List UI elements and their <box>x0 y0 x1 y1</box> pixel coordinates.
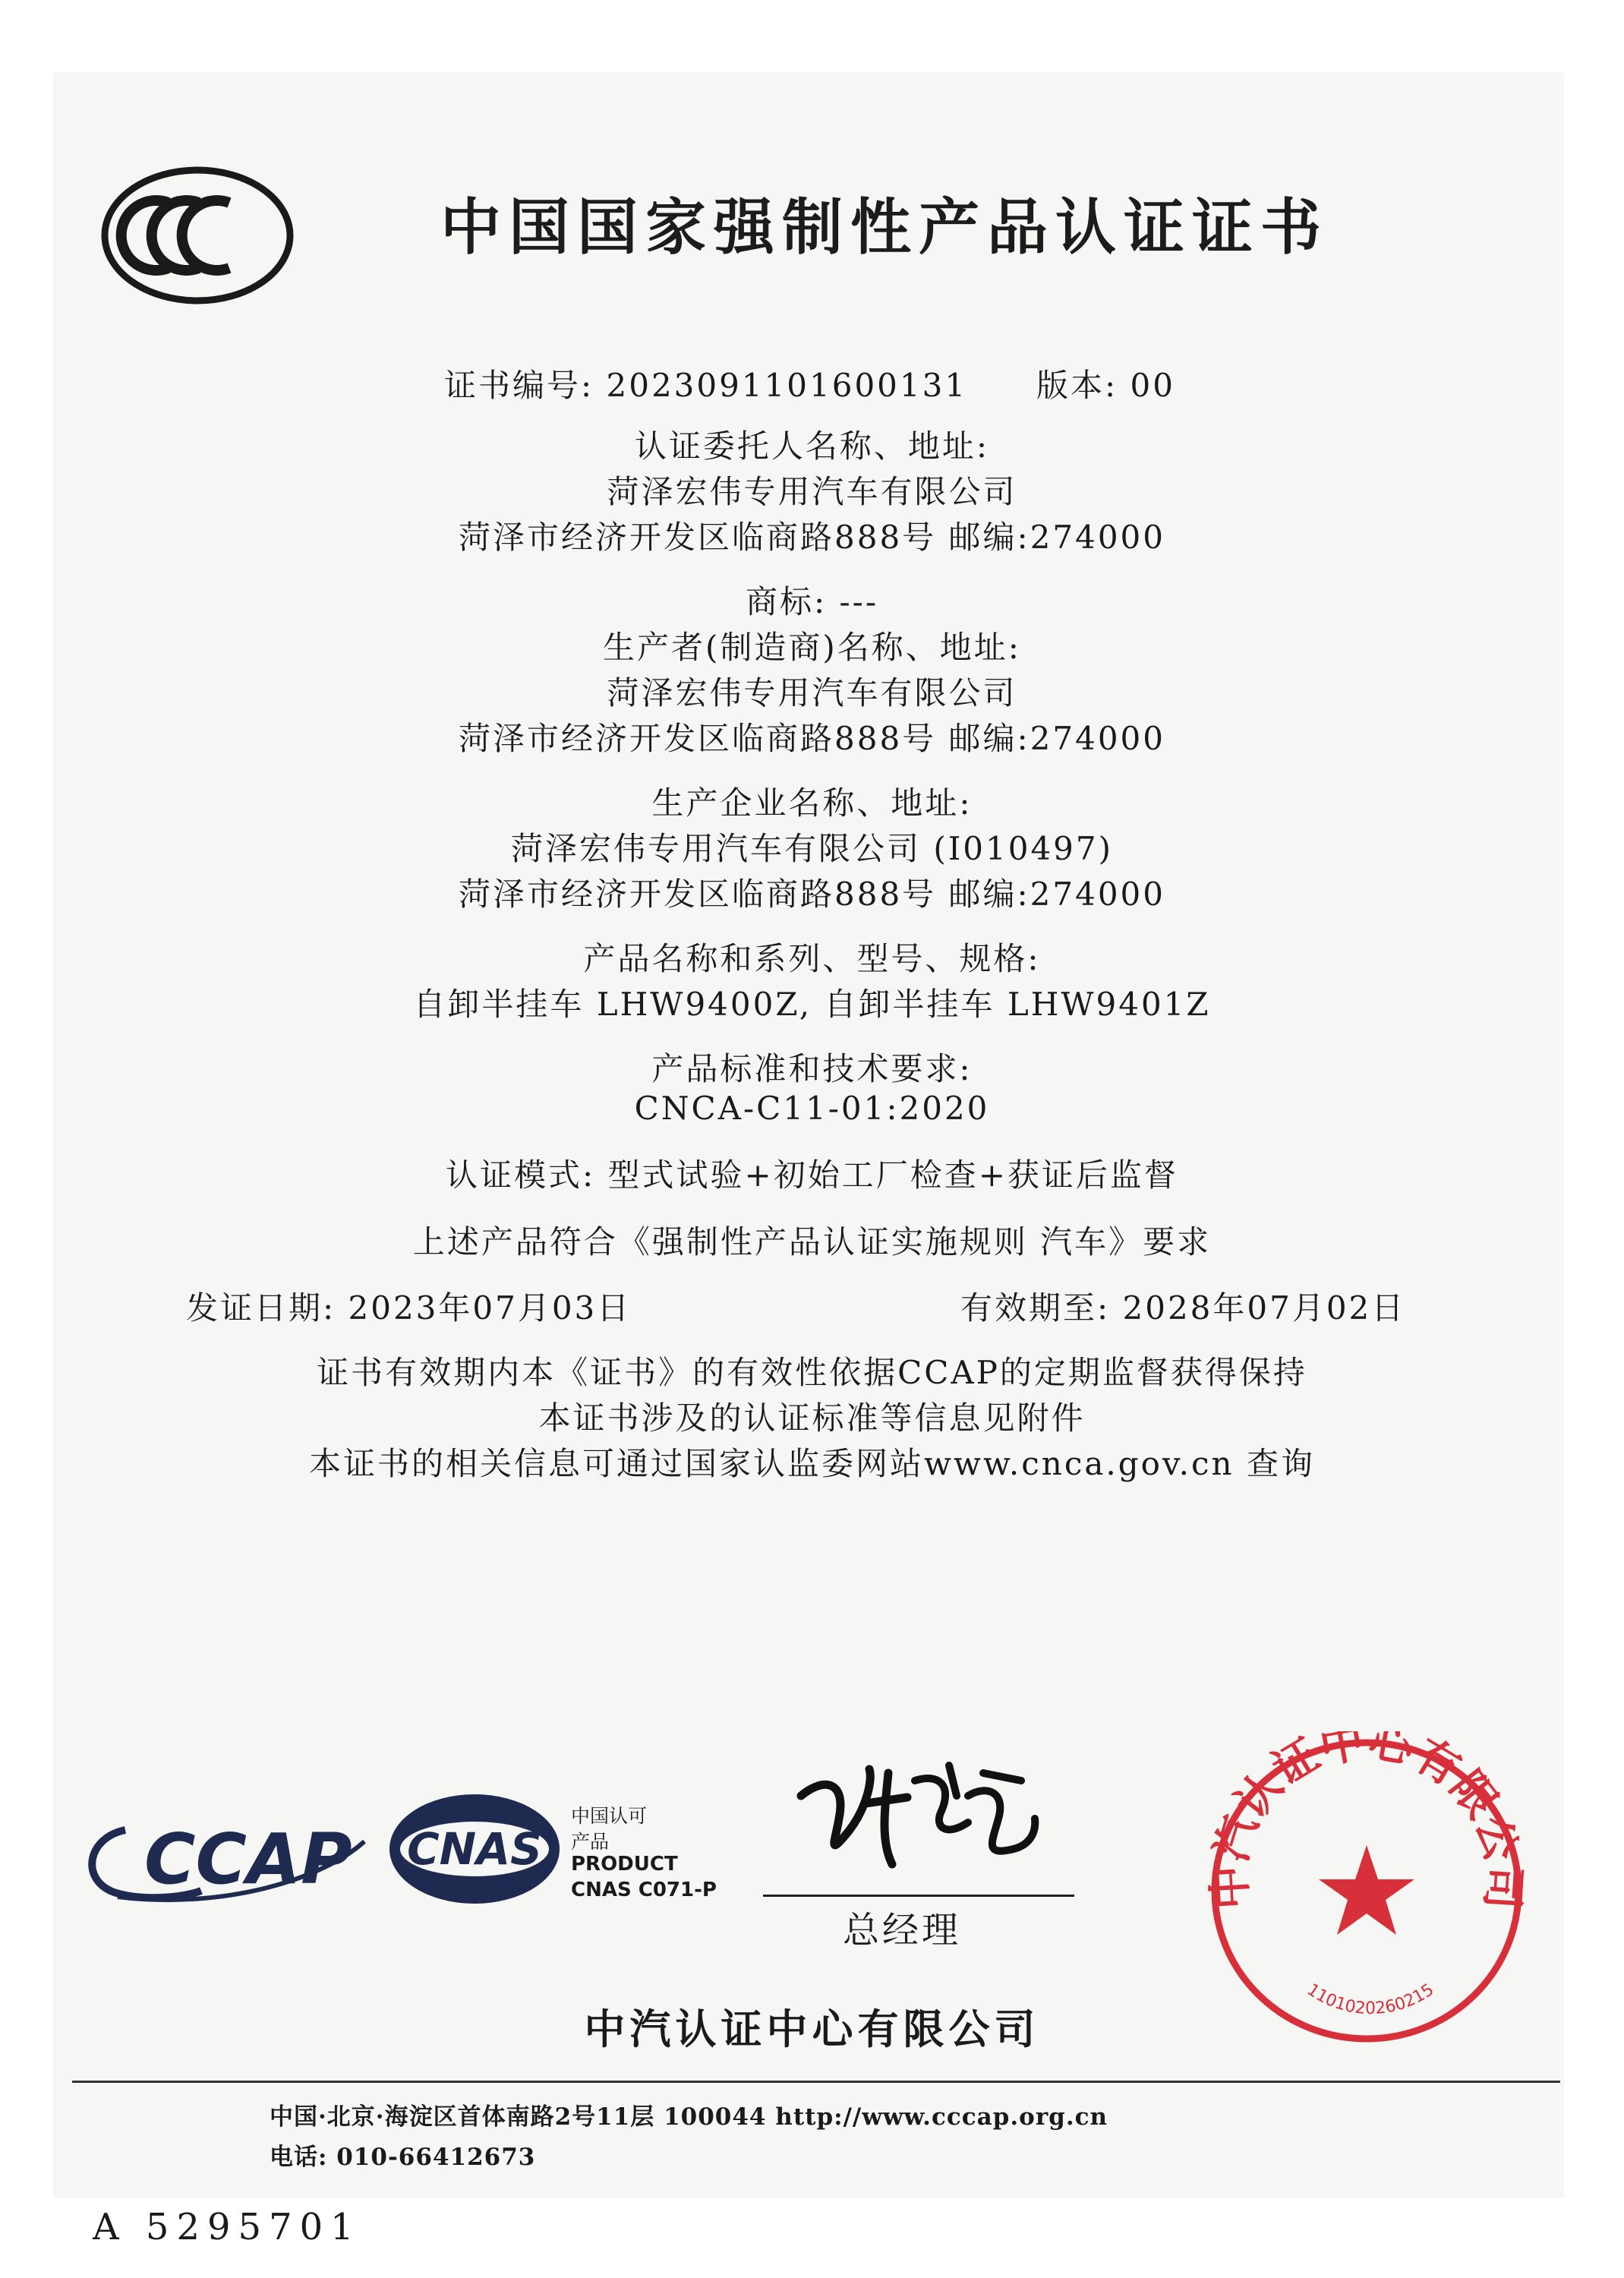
cnas-logo-icon <box>383 1788 566 1910</box>
issue-date: 发证日期: 2023年07月03日 <box>186 1289 632 1327</box>
footer-phone: 电话: 010-66412673 <box>270 2144 536 2171</box>
standard-label: 产品标准和技术要求: <box>651 1050 973 1087</box>
query-note: 本证书的相关信息可通过国家认监委网站www.cnca.gov.cn 查询 <box>309 1445 1315 1482</box>
manufacturer-name: 菏泽宏伟专用汽车有限公司 <box>607 674 1017 711</box>
svg-text:CNAS: CNAS <box>407 1823 542 1875</box>
manufacturer-address: 菏泽市经济开发区临商路888号 邮编:274000 <box>459 720 1165 757</box>
page-title: 中国国家强制性产品认证证书 <box>440 192 1329 263</box>
standard-value: CNCA-C11-01:2020 <box>634 1090 990 1127</box>
conformity-statement: 上述产品符合《强制性产品认证实施规则 汽车》要求 <box>412 1223 1212 1260</box>
expiry-date: 有效期至: 2028年07月02日 <box>960 1289 1406 1327</box>
cnas-accreditation-code: CNAS C071-P <box>571 1879 717 1901</box>
factory-name: 菏泽宏伟专用汽车有限公司 (I010497) <box>510 830 1114 867</box>
attachment-note: 本证书涉及的认证标准等信息见附件 <box>538 1399 1086 1437</box>
product-value: 自卸半挂车 LHW9400Z, 自卸半挂车 LHW9401Z <box>413 986 1211 1023</box>
ccap-logo <box>72 1807 376 1914</box>
ccc-logo <box>99 163 296 308</box>
validity-note: 证书有效期内本《证书》的有效性依据CCAP的定期监督获得保持 <box>317 1354 1307 1391</box>
issuer-company: 中汽认证中心有限公司 <box>584 2005 1040 2053</box>
applicant-address: 菏泽市经济开发区临商路888号 邮编:274000 <box>459 519 1165 556</box>
cnas-cn-line-2: 产品 <box>571 1831 610 1853</box>
signatory-title: 总经理 <box>843 1909 962 1951</box>
product-label: 产品名称和系列、型号、规格: <box>583 940 1041 977</box>
footer-divider <box>72 2081 1560 2083</box>
ccap-logo-icon <box>72 1807 376 1914</box>
certification-mode: 认证模式: 型式试验+初始工厂检查+获证后监督 <box>446 1156 1178 1194</box>
svg-text:中汽认证中心有限公司: 中汽认证中心有限公司 <box>1203 1731 1530 1911</box>
manufacturer-label: 生产者(制造商)名称、地址: <box>603 629 1021 666</box>
signature <box>793 1750 1044 1887</box>
applicant-label: 认证委托人名称、地址: <box>634 428 990 465</box>
trademark: 商标: --- <box>745 583 879 620</box>
cnas-product-label: PRODUCT <box>571 1853 678 1876</box>
certificate-serial-number: A 5295701 <box>93 2206 361 2248</box>
cnas-cn-line-1: 中国认可 <box>571 1805 648 1827</box>
factory-label: 生产企业名称、地址: <box>651 784 973 822</box>
signature-icon <box>793 1750 1044 1887</box>
certificate-version: 版本: 00 <box>1036 367 1175 404</box>
svg-text:1101020260215: 1101020260215 <box>1303 1980 1438 2019</box>
ccc-logo-icon <box>99 163 296 308</box>
signature-line <box>763 1895 1074 1897</box>
factory-address: 菏泽市经济开发区临商路888号 邮编:274000 <box>459 876 1165 913</box>
cnas-logo <box>383 1788 566 1910</box>
svg-text:CCAP: CCAP <box>144 1819 352 1900</box>
applicant-name: 菏泽宏伟专用汽车有限公司 <box>607 473 1017 510</box>
certificate-number: 证书编号: 2023091101600131 <box>444 367 968 404</box>
footer-address: 中国·北京·海淀区首体南路2号11层 100044 http://www.cccap.org.cn <box>270 2103 1108 2131</box>
